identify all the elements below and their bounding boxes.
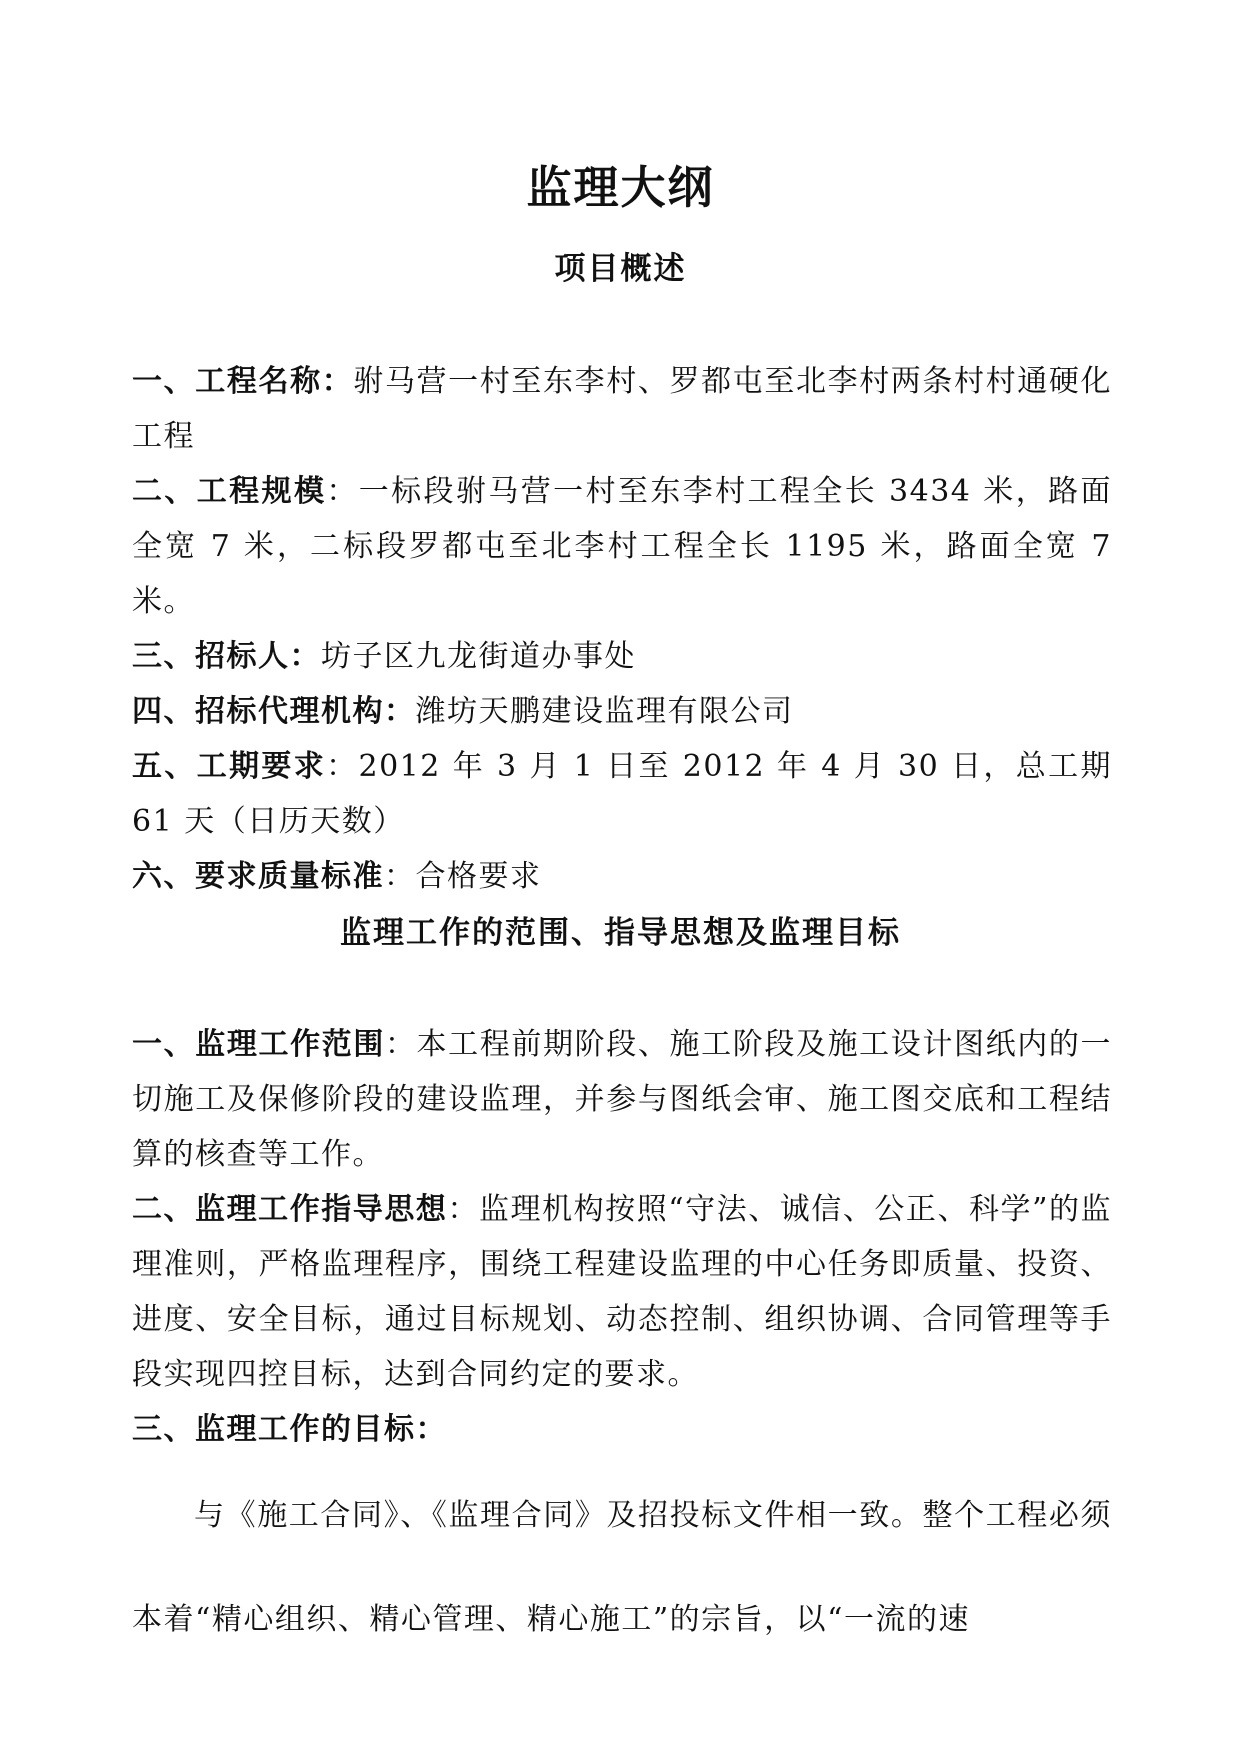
section-heading-supervision-scope: 监理工作的范围、指导思想及监理目标 [340, 915, 901, 951]
item-text: 坊子区九龙街道办事处 [321, 639, 636, 674]
item-quality-standard [132, 849, 1112, 904]
item-label: 六、要求质量标准 [132, 859, 384, 894]
item-label: 二、工程规模 [132, 474, 327, 509]
item-tenderer [132, 629, 1112, 684]
section-heading-project-overview: 项目概述 [554, 251, 687, 287]
project-overview-section [132, 354, 1112, 904]
item-label: 一、工程名称： [132, 364, 354, 399]
item-label: 一、监理工作范围 [132, 1027, 385, 1062]
item-text: ：合格要求 [384, 859, 542, 894]
item-tender-agent [132, 684, 1112, 739]
goal-paragraph: 与《施工合同》、《监理合同》及招投标文件相一致。整个工程必须本着“精心组织、精心管理、精心施工”的宗旨，以“一流的速 [132, 1498, 1112, 1637]
item-text: 驸马营一村至东李村、罗都屯至北李村两条村村通硬化工程 [132, 364, 1113, 454]
item-text: 潍坊天鹏建设监理有限公司 [415, 694, 794, 729]
item-label: 三、监理工作的目标： [132, 1412, 447, 1447]
item-project-scale [132, 464, 1112, 629]
item-project-name [132, 354, 1112, 464]
item-text: ：监理机构按照“守法、诚信、公正、科学”的监理准则，严格监理程序，围绕工程建设监理的中心任务即质量、投资、进度、安全目标，通过目标规划、动态控制、组织协调、合同管理等手段实现四控目标，达到合同约定的要求。 [132, 1192, 1112, 1392]
document-title: 监理大纲 [526, 161, 715, 214]
item-label: 五、工期要求 [132, 749, 327, 784]
item-text: ：2012 年 3 月 1 日至 2012 年 4 月 30 日，总工期 61 天（日历天数） [132, 749, 1113, 839]
item-schedule [132, 739, 1112, 849]
supervision-section [132, 1017, 1112, 1457]
item-guiding-principle [132, 1182, 1112, 1402]
item-label: 三、招标人： [132, 639, 321, 674]
item-supervision-scope [132, 1017, 1112, 1182]
item-label: 四、招标代理机构： [132, 694, 416, 729]
item-supervision-goal [132, 1402, 1112, 1457]
item-label: 二、监理工作指导思想 [132, 1192, 448, 1227]
item-text: ：本工程前期阶段、施工阶段及施工设计图纸内的一切施工及保修阶段的建设监理，并参与图纸会审、施工图交底和工程结算的核查等工作。 [132, 1027, 1113, 1172]
item-text: ：一标段驸马营一村至东李村工程全长 3434 米，路面全宽 7 米，二标段罗都屯至北李村工程全长 1195 米，路面全宽 7 米。 [132, 474, 1112, 619]
